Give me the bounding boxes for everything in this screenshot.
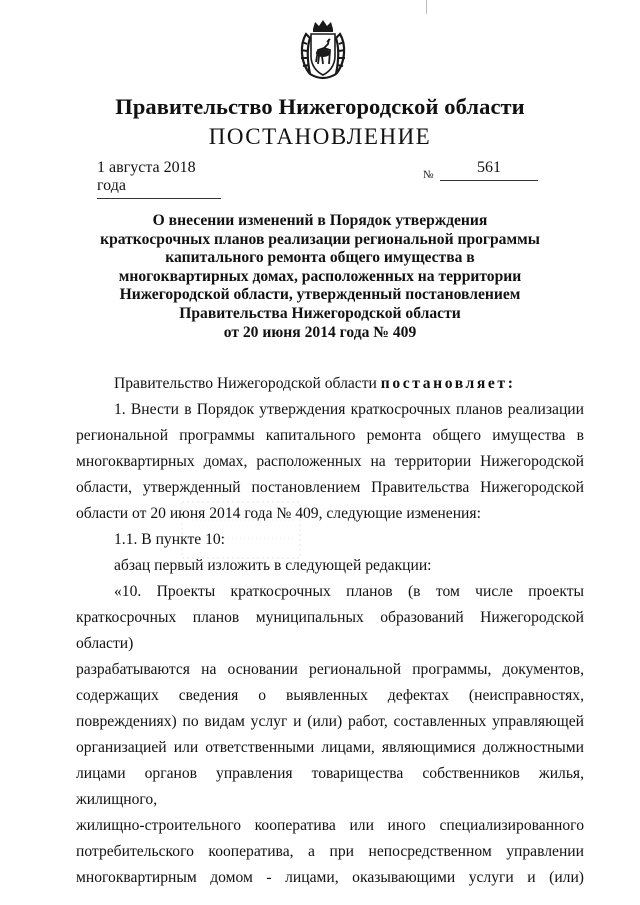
quote-line: содержащих сведения о выявленных дефектах (неисправностях, (76, 687, 584, 704)
quote-line: организацией или ответственными лицами, являющимися должностными (76, 739, 584, 756)
body-line: 1. Внести в Порядок утверждения краткосрочных планов реализации (114, 401, 584, 418)
body-line: абзац первый изложить в следующей редакции: (114, 557, 432, 574)
title-line: многоквартирных домах, расположенных на территории (118, 267, 522, 285)
document-date: 1 августа 2018 года (97, 159, 221, 199)
quote-line: разрабатываются на основании региональной программы, документов, (76, 661, 584, 678)
body-line: области от 20 июня 2014 года № 409, следующие изменения: (76, 505, 481, 522)
number-label: № (423, 169, 434, 181)
title-line: капитального ремонта общего имущества в (165, 249, 475, 267)
quote-line: многоквартирным домом - лицами, оказывающими услуги и (или) (76, 869, 584, 886)
title-line: О внесении изменений в Порядок утверждения (152, 212, 488, 229)
quote-line: жилищно-строительного кооператива или иного специализированного (76, 817, 584, 834)
government-title: Правительство Нижегородской области (115, 94, 525, 119)
faint-stamp-mark (178, 498, 304, 562)
preamble-verb: постановляет: (380, 375, 516, 392)
coat-of-arms-icon (296, 20, 350, 82)
preamble-lead: Правительство Нижегородской области (114, 375, 377, 392)
document-number: 561 (440, 159, 538, 181)
title-line: краткосрочных планов реализации региональной программы (100, 230, 540, 248)
quote-line: повреждениях) по видам услуг и (или) работ, составленных управляющей (76, 713, 584, 730)
document-title (60, 212, 580, 342)
body-line: области, утвержденный постановлением Правительства Нижегородской (76, 479, 584, 496)
title-line: Нижегородской области, утвержденный постановлением (119, 286, 521, 304)
subclause: 1.1. В пункте 10: (114, 531, 226, 548)
document-type: ПОСТАНОВЛЕНИЕ (208, 124, 432, 149)
quote-line: потребительского кооператива, а при непосредственном управлении (76, 843, 584, 860)
quote-line: «10. Проекты краткосрочных планов (в том числе проекты (114, 583, 584, 600)
quote-line: лицами органов управления товарищества собственников жилья, жилищного, (76, 765, 584, 808)
title-line: Правительства Нижегородской области (179, 304, 461, 322)
scan-artifact (426, 0, 427, 14)
body-line: многоквартирных домах, расположенных на территории Нижегородской (76, 453, 584, 470)
document-body (76, 371, 584, 891)
quote-line: краткосрочных планов муниципальных образований Нижегородской области) (76, 609, 584, 652)
body-line: региональной программы капитального ремонта общего имущества в (76, 427, 584, 444)
title-line: от 20 июня 2014 года № 409 (223, 323, 417, 341)
preamble (76, 371, 584, 397)
